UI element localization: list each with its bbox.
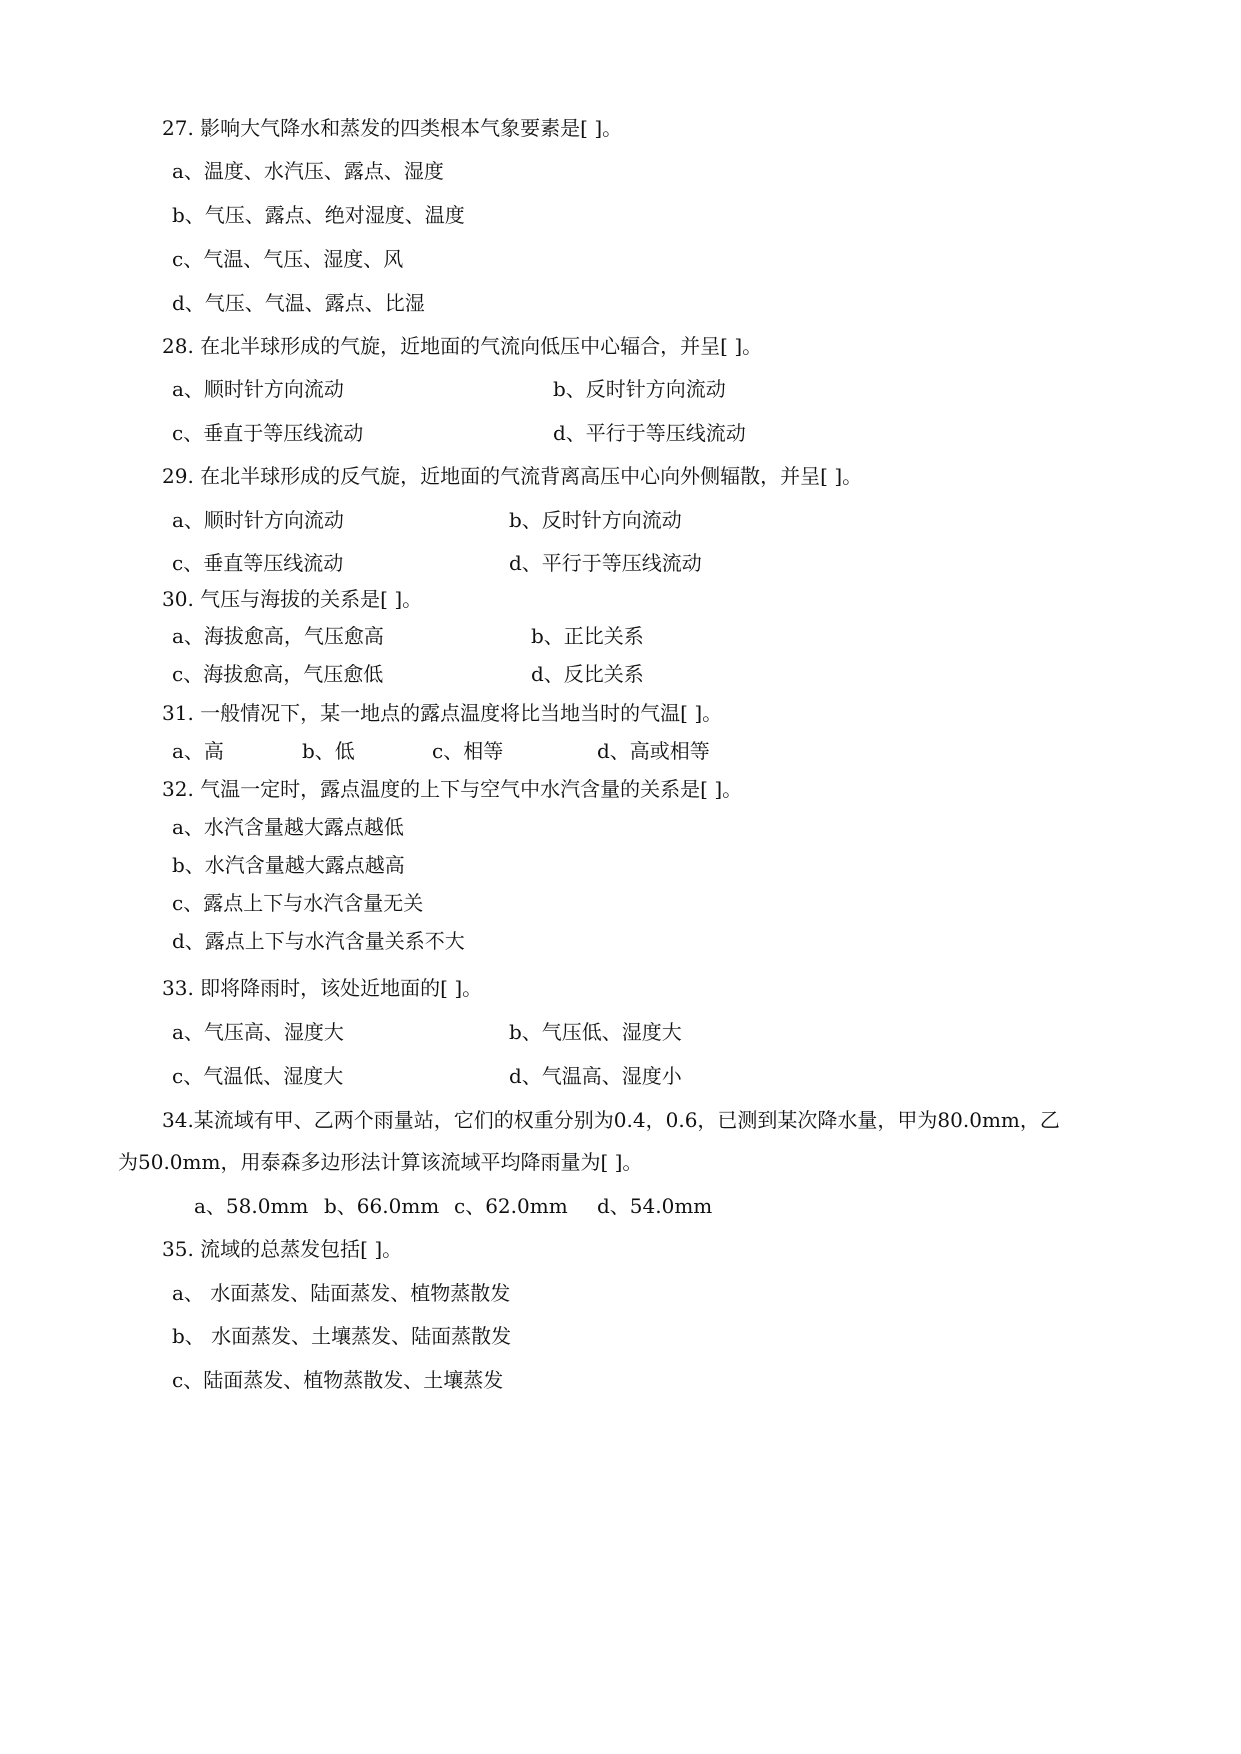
question-35-stem: 35. 流域的总蒸发包括[ ]。	[162, 1237, 403, 1261]
option-b: b、 水面蒸发、土壤蒸发、陆面蒸散发	[172, 1324, 512, 1348]
option-a: a、温度、水汽压、露点、湿度	[172, 159, 444, 183]
option-d: d、气温高、湿度小	[509, 1064, 682, 1088]
question-28-stem: 28. 在北半球形成的气旋，近地面的气流向低压中心辐合，并呈[ ]。	[162, 334, 763, 358]
option-d: d、平行于等压线流动	[509, 551, 702, 575]
option-a: a、顺时针方向流动	[172, 377, 344, 401]
option-d: d、露点上下与水汽含量关系不大	[172, 929, 465, 953]
option-b: b、低	[302, 739, 355, 763]
question-27-stem: 27. 影响大气降水和蒸发的四类根本气象要素是[ ]。	[162, 116, 623, 140]
option-c: c、62.0mm	[454, 1194, 568, 1218]
option-c: c、相等	[432, 739, 504, 763]
option-b: b、气压、露点、绝对湿度、温度	[172, 203, 465, 227]
option-c: c、垂直等压线流动	[172, 551, 344, 575]
option-d: d、反比关系	[531, 662, 644, 686]
option-a: a、海拔愈高，气压愈高	[172, 624, 384, 648]
option-d: d、平行于等压线流动	[553, 421, 746, 445]
option-b: b、反时针方向流动	[509, 508, 682, 532]
option-c: c、垂直于等压线流动	[172, 421, 364, 445]
option-d: d、高或相等	[597, 739, 710, 763]
question-31-stem: 31. 一般情况下，某一地点的露点温度将比当地当时的气温[ ]。	[162, 701, 723, 725]
option-b: b、水汽含量越大露点越高	[172, 853, 405, 877]
question-34-stem-cont: 为50.0mm，用泰森多边形法计算该流域平均降雨量为[ ]。	[118, 1150, 643, 1174]
option-b: b、反时针方向流动	[553, 377, 726, 401]
question-33-stem: 33. 即将降雨时，该处近地面的[ ]。	[162, 976, 483, 1000]
option-a: a、气压高、湿度大	[172, 1020, 344, 1044]
question-34-stem: 34.某流域有甲、乙两个雨量站，它们的权重分别为0.4，0.6，已测到某次降水量，甲为80.0mm，乙	[162, 1108, 1060, 1132]
option-b: b、正比关系	[531, 624, 644, 648]
option-c: c、气温、气压、湿度、风	[172, 247, 404, 271]
option-a: a、水汽含量越大露点越低	[172, 815, 404, 839]
option-c: c、陆面蒸发、植物蒸散发、土壤蒸发	[172, 1368, 504, 1392]
option-d: d、54.0mm	[597, 1194, 713, 1218]
option-a: a、顺时针方向流动	[172, 508, 344, 532]
option-a: a、高	[172, 739, 224, 763]
option-d: d、气压、气温、露点、比湿	[172, 291, 425, 315]
question-29-stem: 29. 在北半球形成的反气旋，近地面的气流背离高压中心向外侧辐散，并呈[ ]。	[162, 464, 863, 488]
option-b: b、气压低、湿度大	[509, 1020, 682, 1044]
option-c: c、露点上下与水汽含量无关	[172, 891, 424, 915]
option-a: a、 水面蒸发、陆面蒸发、植物蒸散发	[172, 1281, 511, 1305]
option-b: b、66.0mm	[324, 1194, 440, 1218]
option-c: c、海拔愈高，气压愈低	[172, 662, 384, 686]
option-a: a、58.0mm	[194, 1194, 309, 1218]
option-c: c、气温低、湿度大	[172, 1064, 344, 1088]
question-32-stem: 32. 气温一定时，露点温度的上下与空气中水汽含量的关系是[ ]。	[162, 777, 743, 801]
question-30-stem: 30. 气压与海拔的关系是[ ]。	[162, 587, 423, 611]
